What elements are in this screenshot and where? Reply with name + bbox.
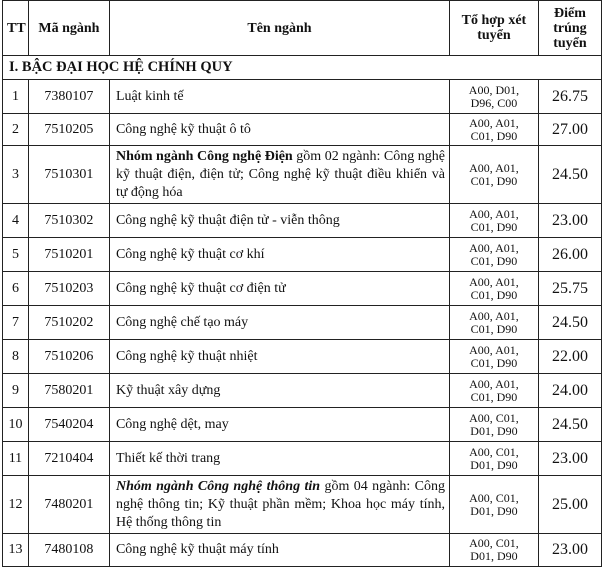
row-combo (449, 442, 538, 476)
combo-line-2: D01, D90 (470, 503, 518, 518)
row-combo (449, 114, 538, 146)
row-code: 7480201 (28, 476, 109, 534)
row-combo (449, 374, 538, 408)
combo-line-2: C01, D90 (470, 287, 518, 302)
row-code: 7510205 (28, 114, 109, 146)
row-tt: 8 (3, 340, 29, 374)
row-name (109, 146, 449, 204)
header-name: Tên ngành (109, 1, 449, 56)
combo-line-1: A00, C01, (469, 490, 519, 505)
row-code: 7510201 (28, 238, 109, 272)
row-tt: 5 (3, 238, 29, 272)
combo-line-1: A00, C01, (469, 410, 519, 425)
row-code: 7510202 (28, 306, 109, 340)
row-name: Luật kinh tế (109, 80, 449, 114)
combo-line-1: A00, A01, (469, 115, 519, 130)
table-row (3, 476, 602, 534)
row-code: 7580201 (28, 374, 109, 408)
row-tt: 4 (3, 204, 29, 238)
table-row (3, 204, 602, 238)
row-code: 7480108 (28, 534, 109, 567)
row-tt: 10 (3, 408, 29, 442)
row-combo (449, 238, 538, 272)
row-tt: 13 (3, 534, 29, 567)
row-code: 7510302 (28, 204, 109, 238)
table-row (3, 374, 602, 408)
combo-line-1: A00, A01, (469, 206, 519, 221)
row-tt: 2 (3, 114, 29, 146)
row-combo (449, 272, 538, 306)
combo-line-1: A00, A01, (469, 308, 519, 323)
row-name: Công nghệ kỹ thuật cơ khí (109, 238, 449, 272)
row-score: 25.75 (538, 272, 601, 306)
row-score: 25.00 (538, 476, 601, 534)
combo-line-1: A00, A01, (469, 342, 519, 357)
row-score: 27.00 (538, 114, 601, 146)
combo-line-1: A00, C01, (469, 536, 519, 550)
row-score: 24.00 (538, 374, 601, 408)
table-row (3, 272, 602, 306)
table-row (3, 238, 602, 272)
combo-line-1: A00, A01, (469, 274, 519, 289)
combo-line-2: C01, D90 (470, 128, 518, 143)
combo-line-2: C01, D90 (470, 253, 518, 268)
table-row (3, 80, 602, 114)
table-header-row (3, 1, 602, 56)
row-combo (449, 80, 538, 114)
row-name (109, 476, 449, 534)
row-name-lead: Nhóm ngành Công nghệ Điện (115, 148, 293, 164)
row-combo (449, 476, 538, 534)
header-code: Mã ngành (28, 1, 109, 56)
row-combo (449, 340, 538, 374)
combo-line-2: D96, C00 (470, 95, 518, 110)
row-code: 7210404 (28, 442, 109, 476)
row-score: 26.00 (538, 238, 601, 272)
row-combo (449, 146, 538, 204)
combo-line-2: D01, D90 (470, 423, 518, 438)
row-score: 26.75 (538, 80, 601, 114)
section-row (3, 56, 602, 80)
row-name-rest: gồm 04 ngành: Công nghệ thông tin; Kỹ thuật phần mềm; Khoa học máy tính, Hệ thống thông tin (115, 478, 445, 530)
row-combo (449, 534, 538, 567)
combo-line-2: C01, D90 (470, 321, 518, 336)
row-name: Công nghệ kỹ thuật cơ điện tử (109, 272, 449, 306)
row-combo (449, 204, 538, 238)
row-tt: 9 (3, 374, 29, 408)
combo-line-1: A00, C01, (469, 444, 519, 459)
combo-line-1: A00, A01, (469, 160, 519, 175)
table-row (3, 442, 602, 476)
table-row (3, 114, 602, 146)
row-name: Công nghệ kỹ thuật nhiệt (109, 340, 449, 374)
combo-line-1: A00, A01, (469, 376, 519, 391)
row-name: Công nghệ chế tạo máy (109, 306, 449, 340)
row-score: 23.00 (538, 534, 601, 567)
row-code: 7540204 (28, 408, 109, 442)
row-combo (449, 408, 538, 442)
header-score: Điểm trúng tuyển (538, 1, 601, 56)
row-score: 24.50 (538, 306, 601, 340)
row-score: 23.00 (538, 204, 601, 238)
row-name-rest: gồm 02 ngành: Công nghệ kỹ thuật điện, điện tử; Công nghệ kỹ thuật điều khiển và tự động hóa (115, 148, 445, 200)
table-row (3, 306, 602, 340)
row-tt: 7 (3, 306, 29, 340)
header-combo: Tổ hợp xét tuyển (449, 1, 538, 56)
header-tt: TT (3, 1, 29, 56)
combo-line-1: A00, D01, (468, 82, 520, 97)
row-combo (449, 306, 538, 340)
row-name: Công nghệ kỹ thuật máy tính (109, 534, 449, 567)
row-name: Thiết kế thời trang (109, 442, 449, 476)
row-code: 7510301 (28, 146, 109, 204)
row-tt: 11 (3, 442, 29, 476)
row-score: 23.00 (538, 442, 601, 476)
combo-line-2: D01, D90 (470, 457, 518, 472)
row-name: Công nghệ kỹ thuật ô tô (109, 114, 449, 146)
admission-scores-table (2, 0, 602, 567)
table-row (3, 146, 602, 204)
row-code: 7510206 (28, 340, 109, 374)
row-tt: 12 (3, 476, 29, 534)
row-tt: 3 (3, 146, 29, 204)
row-name: Công nghệ kỹ thuật điện tử - viễn thông (109, 204, 449, 238)
table-row (3, 408, 602, 442)
row-name: Công nghệ dệt, may (109, 408, 449, 442)
combo-line-2: C01, D90 (470, 355, 518, 370)
row-name-lead: Nhóm ngành Công nghệ thông tin (115, 478, 321, 494)
combo-line-2: D01, D90 (470, 549, 518, 563)
row-score: 22.00 (538, 340, 601, 374)
row-score: 24.50 (538, 146, 601, 204)
combo-line-2: C01, D90 (470, 389, 518, 404)
table-row (3, 534, 602, 567)
table-row (3, 340, 602, 374)
row-tt: 1 (3, 80, 29, 114)
row-tt: 6 (3, 272, 29, 306)
combo-line-1: A00, A01, (469, 240, 519, 255)
combo-line-2: C01, D90 (470, 219, 518, 234)
combo-line-2: C01, D90 (470, 173, 518, 188)
row-code: 7380107 (28, 80, 109, 114)
row-code: 7510203 (28, 272, 109, 306)
row-score: 24.50 (538, 408, 601, 442)
row-name: Kỹ thuật xây dựng (109, 374, 449, 408)
section-title: I. BẬC ĐẠI HỌC HỆ CHÍNH QUY (3, 56, 602, 80)
